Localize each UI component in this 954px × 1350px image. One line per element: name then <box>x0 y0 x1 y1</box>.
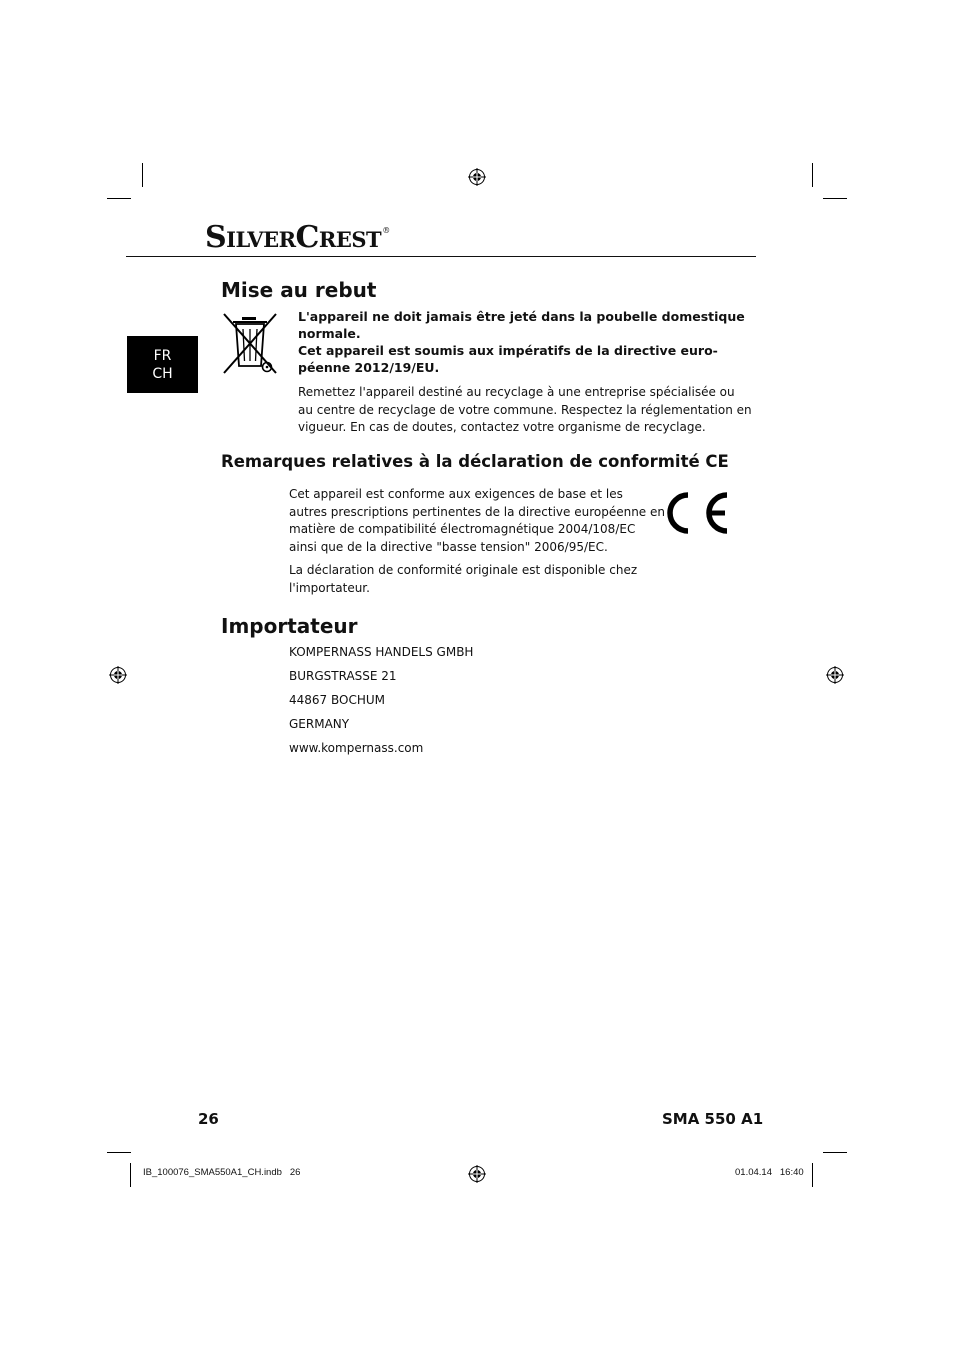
disposal-warning <box>298 308 745 376</box>
importer-city: 44867 BOCHUM <box>289 693 385 707</box>
crop-mark <box>823 198 847 199</box>
ce-mark-icon <box>655 486 733 540</box>
disposal-heading: Mise au rebut <box>221 278 377 302</box>
logo-letter: C <box>295 220 319 255</box>
importer-website: www.kompernass.com <box>289 741 424 755</box>
text-line: Remettez l'appareil destiné au recyclage à une entreprise spécialisée ou <box>298 385 735 399</box>
importer-country: GERMANY <box>289 717 350 731</box>
importer-heading: Importateur <box>221 614 358 638</box>
crop-mark <box>812 1163 813 1187</box>
page-number: 26 <box>198 1110 219 1128</box>
registration-mark-icon <box>826 666 844 684</box>
model-number: SMA 550 A1 <box>662 1110 764 1128</box>
crop-mark <box>823 1152 847 1153</box>
registration-mark-icon <box>468 168 486 186</box>
text-line: autres prescriptions pertinentes de la directive européenne en <box>289 504 665 519</box>
text-line: au centre de recyclage de votre commune. Respectez la réglementation en <box>298 402 752 417</box>
text-line: Cet appareil est conforme aux exigences de base et les <box>289 487 623 501</box>
text-line: La déclaration de conformité originale est disponible chez <box>289 563 638 577</box>
crop-mark <box>107 1152 131 1153</box>
logo-letters: REST <box>318 227 382 252</box>
registration-mark-icon <box>109 666 127 684</box>
importer-street: BURGSTRASSE 21 <box>289 669 397 683</box>
brand-logo <box>205 220 390 255</box>
text-line: matière de compatibilité électromagnétique 2004/108/EC <box>289 522 636 536</box>
conformity-text <box>289 486 665 556</box>
text-line: vigueur. En cas de doutes, contactez votre organisme de recyclage. <box>298 420 706 434</box>
language-tab <box>127 336 198 393</box>
registration-mark-icon <box>468 1165 486 1183</box>
country-code: CH <box>152 365 173 382</box>
language-code: FR <box>153 347 172 364</box>
crop-mark <box>130 1163 131 1187</box>
crop-mark <box>142 163 143 187</box>
text-line: péenne 2012/19/EU. <box>298 360 440 375</box>
header-rule <box>126 256 756 257</box>
crop-mark <box>812 163 813 187</box>
text-line: L'appareil ne doit jamais être jeté dans la poubelle domestique <box>298 309 745 324</box>
logo-letter: S <box>205 220 227 255</box>
disposal-instructions <box>298 384 752 437</box>
importer-company: KOMPERNASS HANDELS GMBH <box>289 645 474 659</box>
file-name: IB_100076_SMA550A1_CH.indb 26 <box>143 1167 301 1178</box>
crop-mark <box>107 198 131 199</box>
registered-mark: ® <box>382 226 390 235</box>
print-date-time: 01.04.14 16:40 <box>735 1167 804 1178</box>
conformity-heading: Remarques relatives à la déclaration de conformité CE <box>221 452 729 471</box>
conformity-availability <box>289 562 637 597</box>
text-line: normale. <box>298 326 361 341</box>
text-line: Cet appareil est soumis aux impératifs de la directive euro- <box>298 343 718 358</box>
text-line: l'importateur. <box>289 580 370 595</box>
crossed-out-wheelie-bin-icon <box>221 311 279 377</box>
text-line: ainsi que de la directive "basse tension" 2006/95/EC. <box>289 539 608 554</box>
logo-letters: ILVER <box>226 227 296 252</box>
